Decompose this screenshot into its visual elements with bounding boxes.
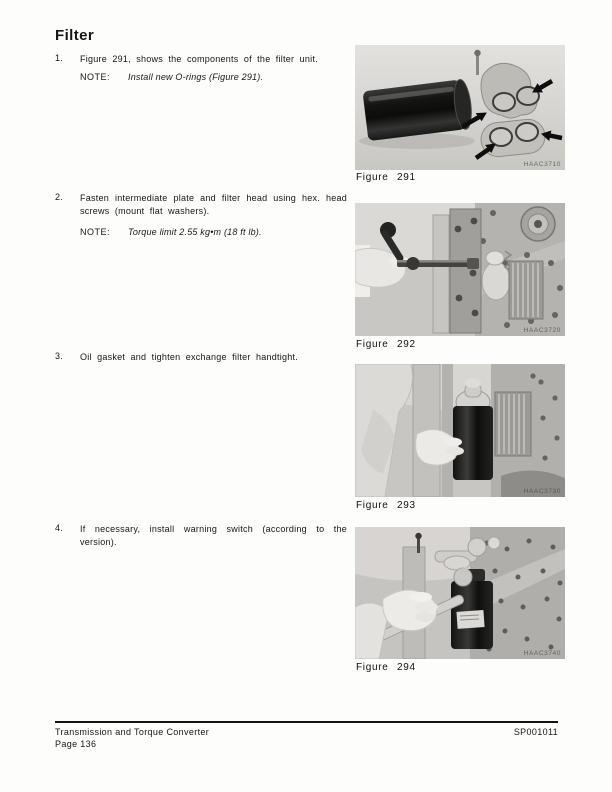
filter-components-illustration: [355, 45, 565, 170]
step-1: [55, 53, 349, 66]
figure-293-caption: Figure 293: [356, 500, 416, 511]
footer-section-title: Transmission and Torque Converter: [55, 727, 210, 737]
step-2-text: Fasten intermediate plate and filter head using hex. head screws (mount flat washers).: [80, 193, 347, 216]
photo-watermark: HAAC3720: [523, 327, 561, 334]
oil-cooler-ribs: [509, 261, 543, 319]
step-4-text: If necessary, install warning switch (according to the version).: [80, 524, 347, 547]
step-4: [55, 523, 349, 549]
figure-294-caption: Figure 294: [356, 662, 416, 673]
note-text: Torque limit 2.55 kg•m (18 ft lb).: [128, 227, 262, 237]
support-column: [433, 215, 449, 333]
photo-watermark: HAAC3710: [523, 161, 561, 168]
photo-watermark: HAAC3730: [523, 488, 561, 495]
intermediate-plate: [450, 209, 481, 333]
step-2-note: [80, 226, 350, 238]
step-1-text: Figure 291, shows the components of the filter unit.: [80, 54, 318, 64]
step-4-number: 4.: [55, 523, 64, 533]
figure-292-photo: [355, 203, 565, 336]
step-3-number: 3.: [55, 351, 64, 361]
torque-tool-illustration: [355, 203, 565, 336]
figure-293-photo: [355, 364, 565, 497]
photo-watermark: HAAC3740: [523, 650, 561, 657]
step-3: [55, 351, 349, 364]
oil-cooler-ribs: [495, 392, 531, 456]
note-label: NOTE:: [80, 72, 111, 82]
footer-page-number: Page 136: [55, 739, 97, 749]
figure-291-caption: Figure 291: [356, 172, 416, 183]
filter-handtight-illustration: [355, 364, 565, 497]
figure-291-photo: [355, 45, 565, 170]
footer-doc-code: SP001011: [513, 727, 558, 737]
dial-gauge: [521, 207, 555, 241]
step-3-text: Oil gasket and tighten exchange filter handtight.: [80, 352, 298, 362]
support-column: [442, 364, 453, 497]
warning-switch-illustration: [355, 527, 565, 659]
page-title: Filter: [55, 27, 95, 44]
note-text: Install new O-rings (Figure 291).: [128, 72, 264, 82]
page-footer: [55, 721, 558, 749]
step-1-note: [80, 71, 350, 83]
step-2-number: 2.: [55, 192, 64, 202]
step-2: [55, 192, 349, 218]
figure-294-photo: [355, 527, 565, 659]
note-label: NOTE:: [80, 227, 111, 237]
step-1-number: 1.: [55, 53, 64, 63]
figure-292-caption: Figure 292: [356, 339, 416, 350]
bell-fitting: [482, 251, 511, 300]
